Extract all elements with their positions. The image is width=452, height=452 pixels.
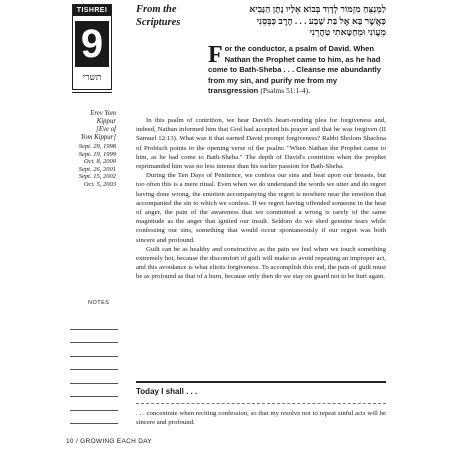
page-number: 10	[66, 438, 74, 445]
english-verse	[208, 44, 386, 97]
notes-line	[70, 357, 118, 371]
calendar-dates-list	[66, 143, 116, 189]
footer-separator: /	[75, 438, 79, 445]
commentary-body	[136, 116, 386, 282]
calendar-date: Oct. 5, 2003	[83, 180, 116, 188]
calendar-date: Sept. 26, 2001	[78, 165, 116, 173]
date-box-rule	[72, 92, 112, 93]
date-box	[72, 4, 112, 90]
hebrew-verse-line: לַמְנַצֵּחַ מִזְמוֹר לְדָוִד בְּבוֹא אֵלָיו נָתָן הַנָּבִיא	[249, 4, 386, 14]
erev-title-line1: Erev Yom	[90, 110, 116, 117]
hebrew-verse	[208, 4, 386, 39]
notes-line	[70, 316, 118, 330]
section-title	[136, 4, 206, 29]
calendar-date: Oct. 8, 2000	[83, 158, 116, 166]
drop-cap: F	[208, 42, 223, 68]
hebrew-month-label: תשרי	[82, 72, 102, 82]
section-title-line1: From the	[136, 4, 177, 15]
notes-line	[70, 384, 118, 398]
body-paragraph: Guilt can be as healthy and constructive as the pain we feel when we touch something extremely hot, because the discomfort of guilt will make us avoid repeating an improper act, and this avoidance is what elicits forgiveness. To accomplish this end, the pain of guilt must be as profound as that of a burn, because only then do we stay on guard not to be hurt again.	[136, 245, 386, 281]
body-paragraph: During the Ten Days of Penitence, we confess our sins and beat upon our breasts, but too often this is a mere ritual. Even when we do understand the words we utter and do regret having done wrong, the emotion accompanying the regret is nowhere near the emotion that accompanied the sin to which we confess. If we regret having offended someone in the heat of anger, the pain of the awareness that we committed a wrong is rarely of the same magnitude as the anger that ignited our insult. Seldom do we shed genuine tears while confessing our sins, something that would occur spontaneously if our regret was both sincere and profound.	[136, 172, 386, 244]
erev-title-line2: Kippur	[96, 118, 116, 125]
today-dashed-rule	[136, 403, 386, 404]
today-heading: Today I shall . . .	[136, 387, 198, 396]
notes-line	[70, 411, 118, 425]
verse-reference: (Psalms 51:1-4).	[260, 86, 310, 96]
notes-line	[70, 370, 118, 384]
erev-note-line2: Yom Kippur]	[80, 134, 116, 141]
hebrew-verse-line: כַּאֲשֶׁר בָּא אֶל בַּת שָׁבַע . . . הֶרֶב כַּבְּסֵנִי	[256, 15, 386, 26]
erev-yom-kippur-label	[72, 110, 116, 142]
verse-text: or the conductor, a psalm of David. When Nathan the Prophet came to him, as he had come to Bath-Sheba . . . Cleanse me abundantly from my sin, and purify me from my transgression	[208, 44, 382, 96]
body-paragraph: In this psalm of contrition, we hear David's heart-rending plea for forgiveness and, indeed, Nathan informed him that God had accepted his prayer and that he was forgiven (II Samuel 12:13). What was it that earned David prompt forgiveness? Rabbi Sholom Shachna of Probisch points to the opening verse of the psalm: "When Nathan the Prophet came to him, as he had come to Bath-Sheba." The depth of David's contrition when the prophet reprimanded him was no less intense than his earlier passion for Bath-Sheba.	[136, 117, 386, 171]
calendar-date: Sept. 19, 1999	[78, 150, 116, 158]
erev-note-line1: [Eve of	[96, 126, 116, 133]
book-title: GROWING EACH DAY	[80, 438, 153, 445]
calendar-date: Sept. 29, 1998	[78, 143, 116, 150]
hebrew-verse-line: מֵעֲוֹנִי וּמֵחַטָּאתִי טַהֲרֵנִי	[309, 27, 386, 37]
notes-line	[70, 330, 118, 344]
notes-line	[70, 397, 118, 411]
notes-label: NOTES	[88, 300, 110, 306]
notes-line	[70, 343, 118, 357]
section-title-line2: Scriptures	[136, 16, 181, 28]
month-label: TISHREI	[73, 5, 111, 16]
calendar-date: Sept. 15, 2002	[78, 173, 116, 181]
today-text: . . . concentrate when reciting confession, so that my resolve not to repeat sinful acts will be sincere and profound.	[136, 410, 386, 427]
page-footer	[66, 438, 152, 445]
notes-lines	[70, 316, 118, 424]
today-section-rule	[136, 381, 386, 383]
day-number: 9	[75, 21, 109, 67]
